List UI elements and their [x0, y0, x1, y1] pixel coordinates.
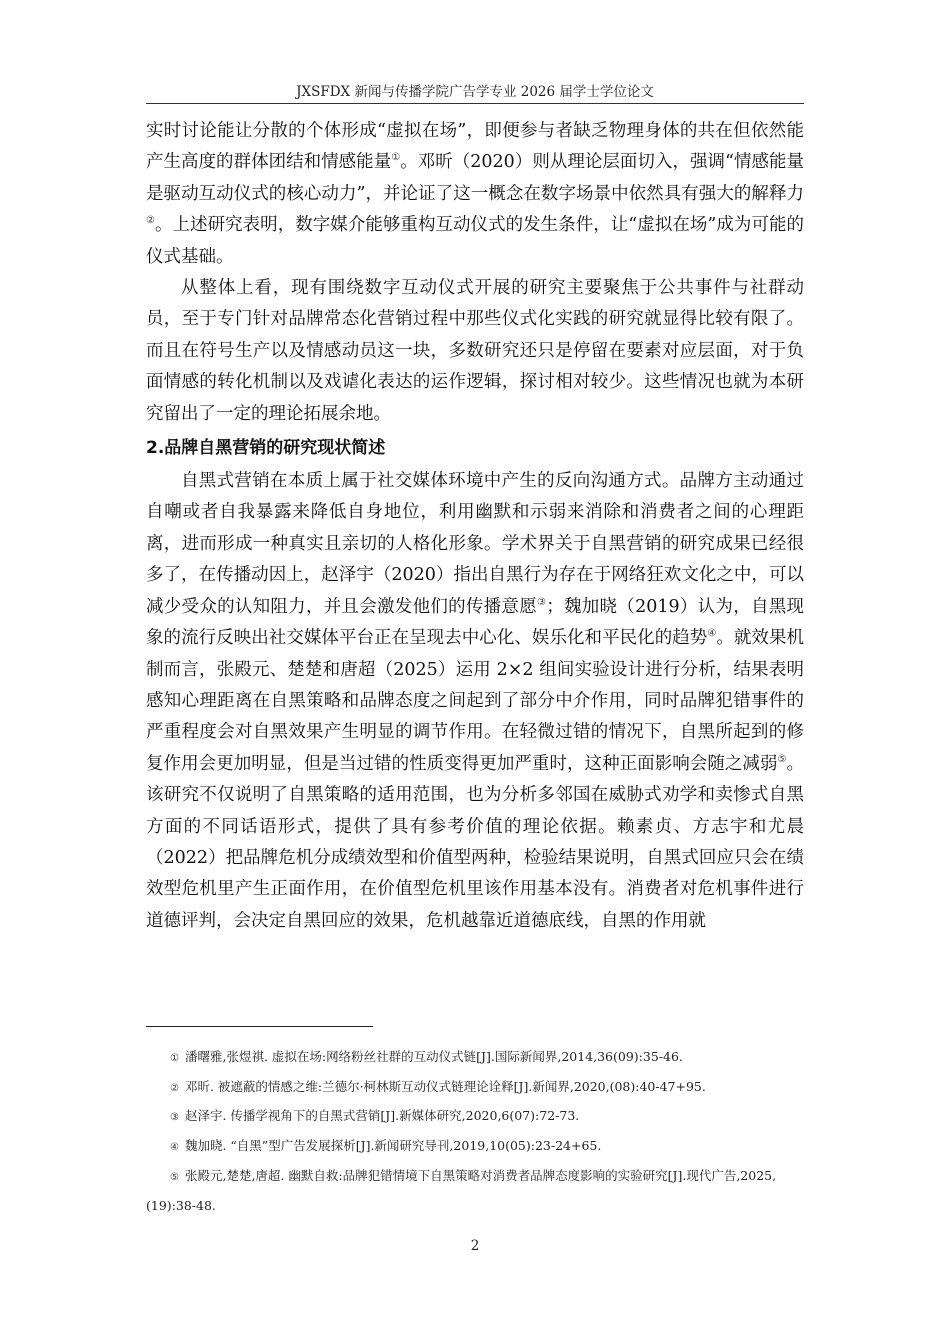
footnote-ref-4[interactable]: ④: [707, 628, 717, 640]
paragraph-2: 从整体上看，现有围绕数字互动仪式开展的研究主要聚焦于公共事件与社群动员，至于专门针对品牌常态化营销过程中那些仪式化实践的研究就显得比较有限了。而且在符号生产以及情感动员这一块，多数研究还只是停留在要素对应层面，对于负面情感的转化机制以及戏谑化表达的运作逻辑，探讨相对较少。这些情况也就为本研究留出了一定的理论拓展余地。: [146, 278, 804, 424]
footnote-ref-5[interactable]: ⑤: [777, 753, 787, 765]
header-rule: [146, 103, 804, 104]
running-header: JXSFDX 新闻与传播学院广告学专业 2026 届学士学位论文: [296, 84, 654, 100]
footnote-4: ④ 魏加晓. “自黑”型广告发展探析[J].新闻研究导刊,2019,10(05):23-24+65.: [170, 1138, 602, 1154]
paragraph-3: 自黑式营销在本质上属于社交媒体环境中产生的反向沟通方式。品牌方主动通过自嘲或者自我暴露来降低自身地位，利用幽默和示弱来消除和消费者之间的心理距离，进而形成一种真实且亲切的人格化形象。学术界关于自黑营销的研究成果已经很多了，在传播动因上，赵泽宇（2020）指出自黑行为存在于网络狂欢文化之中，可以减少受众的认知阻力，并且会激发他们的传播意愿③；魏加晓（2019）认为，自黑现象的流行反映出社交媒体平台正在呈现去中心化、娱乐化和平民化的趋势④。就效果机制而言，张殿元、楚楚和唐超（2025）运用 2×2 组间实验设计进行分析，结果表明感知心理距离在自黑策略和品牌态度之间起到了部分中介作用，同时品牌犯错事件的严重程度会对自黑效果产生明显的调节作用。在轻微过错的情况下，自黑所起到的修复作用会更加明显，但是当过错的性质变得更加严重时，这种正面影响会随之减弱⑤。该研究不仅说明了自黑策略的适用范围，也为分析多邻国在威胁式劝学和卖惨式自黑方面的不同话语形式，提供了具有参考价值的理论依据。赖素贞、方志宇和尤晨（2022）把品牌危机分成绩效型和价值型两种，检验结果说明，自黑式回应只会在绩效型危机里产生正面作用，在价值型危机里该作用基本没有。消费者对危机事件进行道德评判，会决定自黑回应的效果，危机越靠近道德底线，自黑的作用就: [146, 471, 805, 931]
body-text: [146, 116, 804, 937]
footnote-2: ② 邓昕. 被遮蔽的情感之维:兰德尔·柯林斯互动仪式链理论诠释[J].新闻界,2020,(08):40-47+95.: [170, 1078, 706, 1094]
footnote-ref-1[interactable]: ①: [391, 152, 401, 164]
footnote-ref-3[interactable]: ③: [536, 596, 547, 608]
footnotes: [146, 1043, 804, 1219]
section-heading: 2.品牌自黑营销的研究现状简述: [146, 438, 386, 459]
footnote-3: ③ 赵泽宇. 传播学视角下的自黑式营销[J].新媒体研究,2020,6(07):72-73.: [170, 1108, 580, 1124]
footnote-1: ① 潘曙雅,张煜祺. 虚拟在场:网络粉丝社群的互动仪式链[J].国际新闻界,2014,36(09):35-46.: [170, 1049, 683, 1064]
footnote-ref-2[interactable]: ②: [146, 215, 155, 227]
footnote-5: ⑤ 张殿元,楚楚,唐超. 幽默自救:品牌犯错情境下自黑策略对消费者品牌态度影响的实验研究[J].现代广告,2025,(19):38-48.: [146, 1167, 777, 1213]
page-number: 2: [470, 1238, 480, 1254]
footnote-separator: [146, 1026, 373, 1027]
paragraph-1: 实时讨论能让分散的个体形成“虚拟在场”，即便参与者缺乏物理身体的共在但依然能产生高度的群体团结和情感能量①。邓昕（2020）则从理论层面切入，强调“情感能量是驱动互动仪式的核心动力”，并论证了这一概念在数字场景中依然具有强大的解释力②。上述研究表明，数字媒介能够重构互动仪式的发生条件，让“虚拟在场”成为可能的仪式基础。: [146, 121, 805, 267]
